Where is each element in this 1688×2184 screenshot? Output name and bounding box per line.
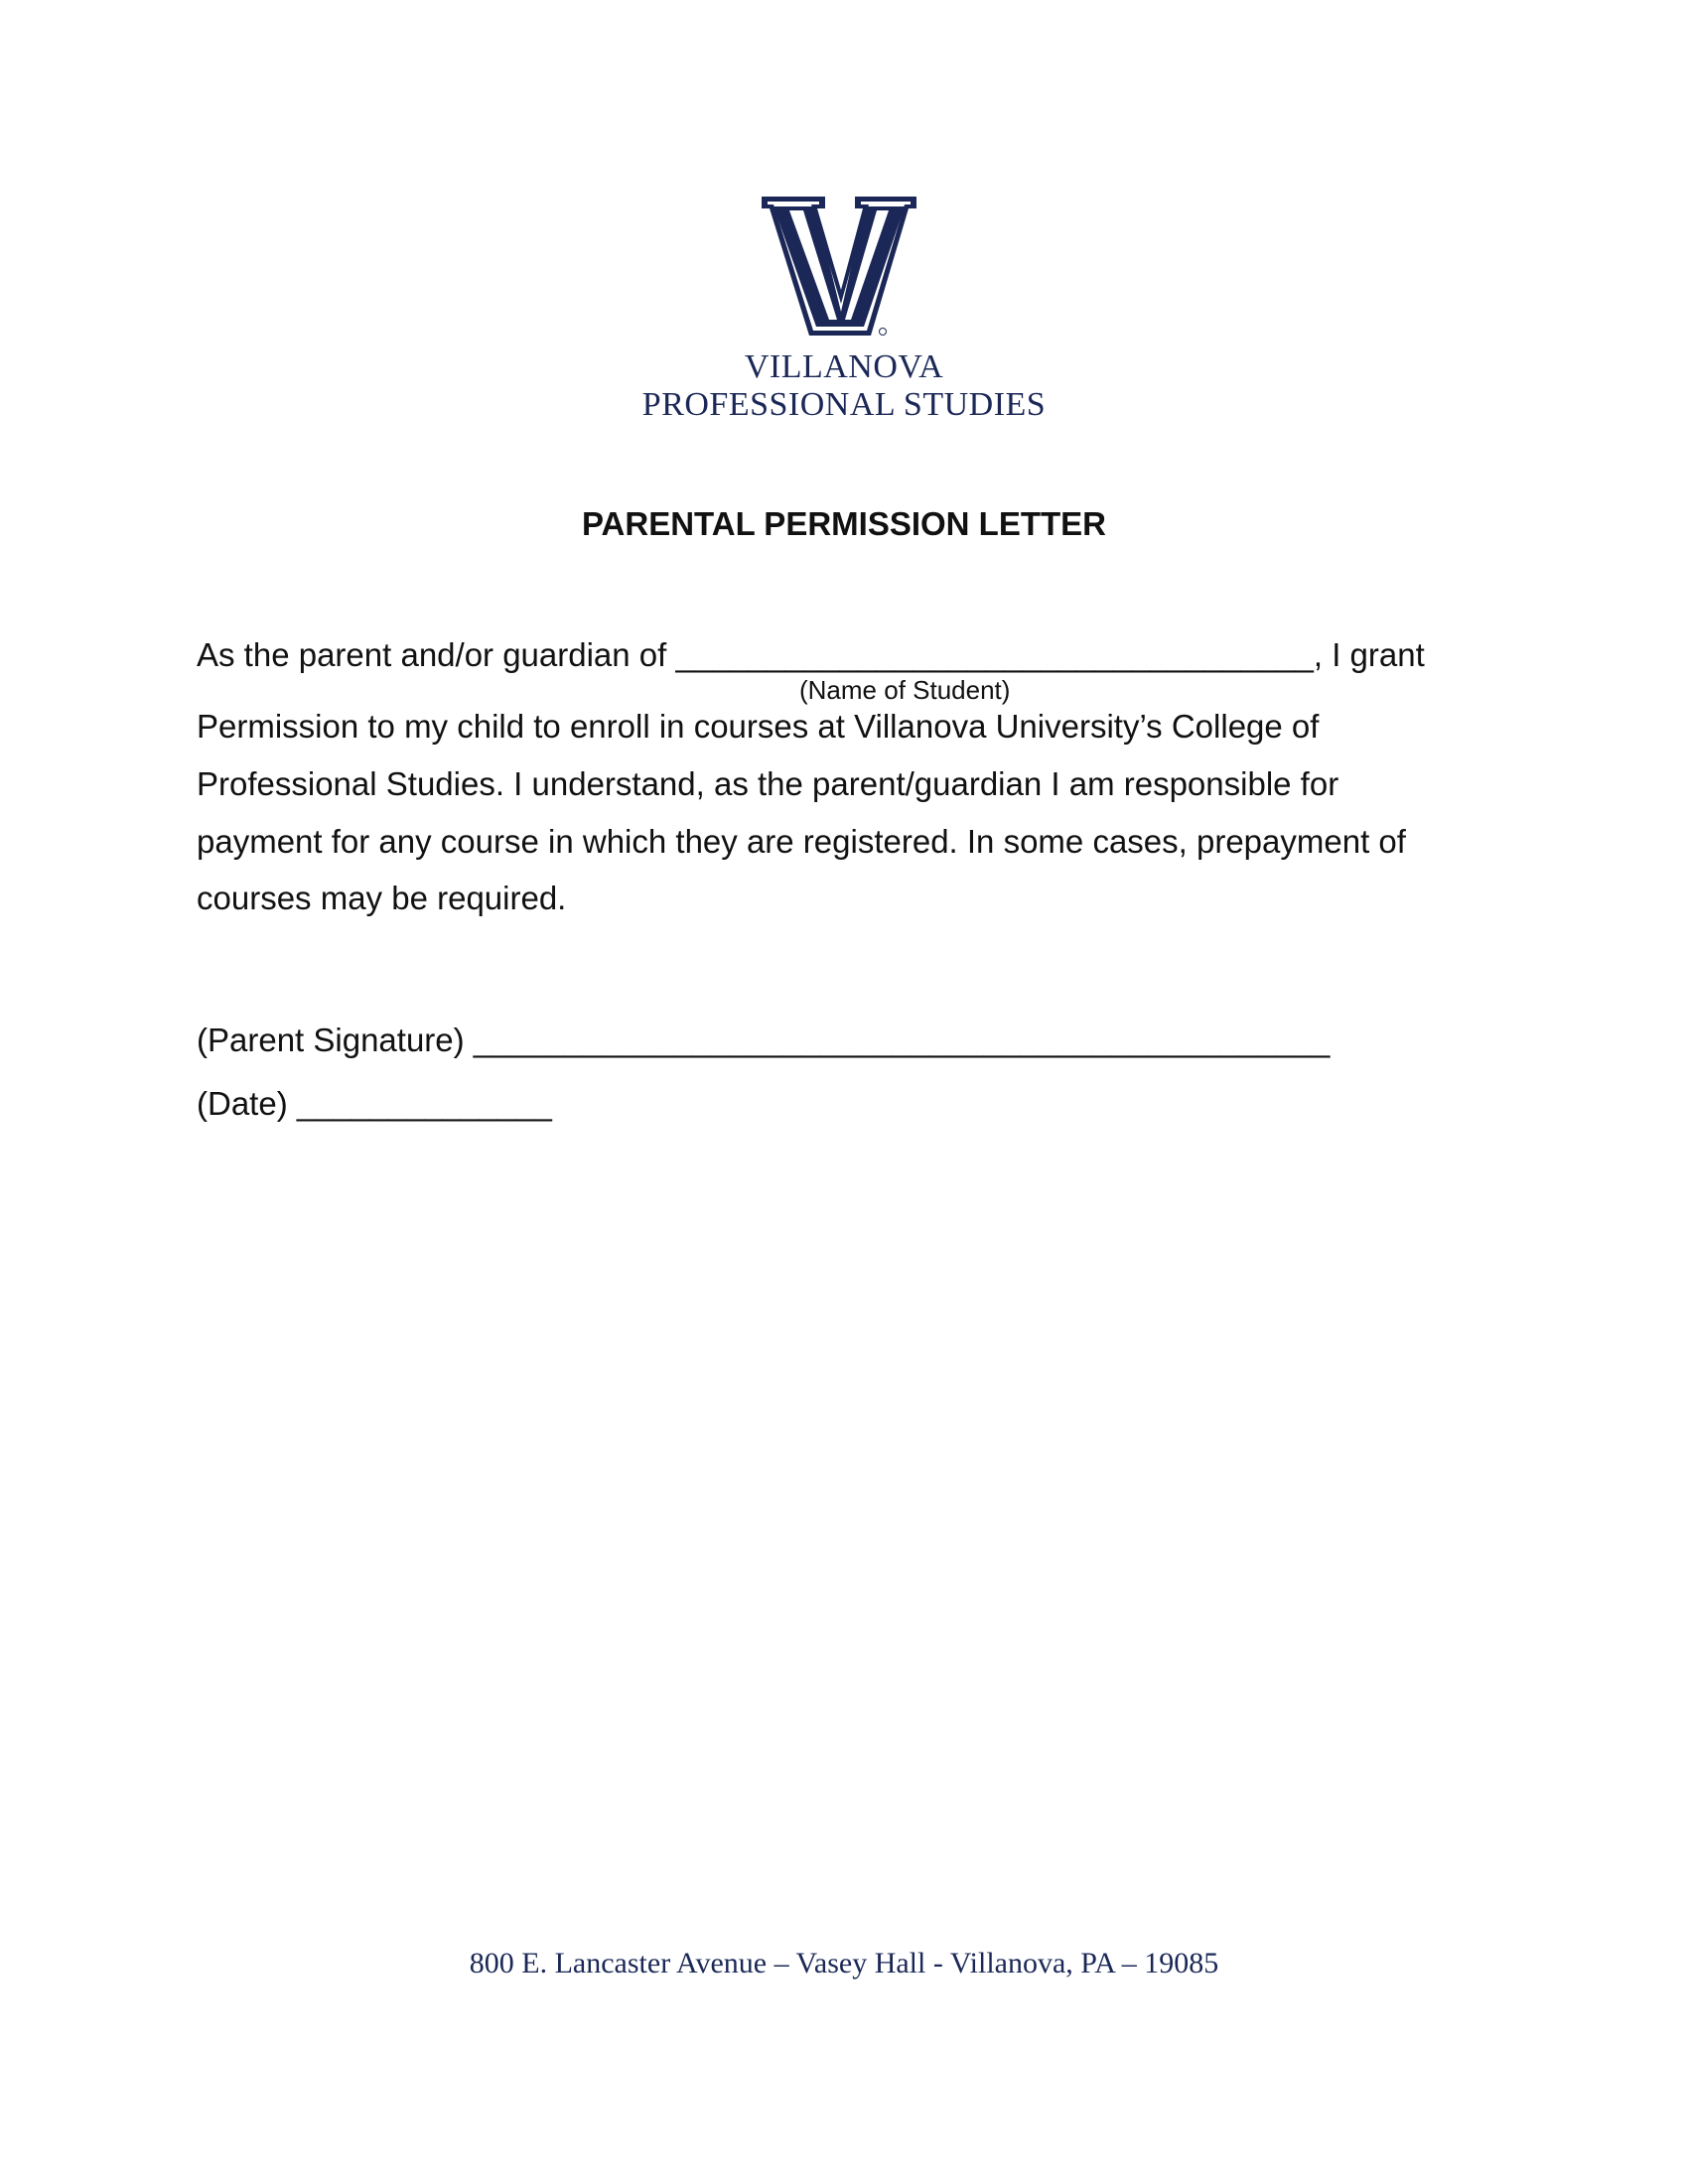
parent-signature-line: (Parent Signature) _______________________________________________ <box>197 1022 1331 1058</box>
villanova-v-logo-icon <box>760 195 918 338</box>
paragraph-line-5: courses may be required. <box>197 880 567 916</box>
logo-wordmark-line2: PROFESSIONAL STUDIES <box>641 386 1047 423</box>
paragraph-line-4: payment for any course in which they are registered. In some cases, prepayment of <box>197 823 1406 860</box>
paragraph-line-1: As the parent and/or guardian of ___________________________________, I grant <box>197 636 1425 673</box>
footer-address: 800 E. Lancaster Avenue – Vasey Hall - Villanova, PA – 19085 <box>469 1947 1219 1979</box>
student-name-caption: (Name of Student) <box>799 675 1011 705</box>
logo-wordmark-line1: VILLANOVA <box>744 348 944 385</box>
paragraph-line-3: Professional Studies. I understand, as the parent/guardian I am responsible for <box>197 765 1339 802</box>
paragraph-line-2: Permission to my child to enroll in courses at Villanova University’s College of <box>197 708 1320 745</box>
date-line: (Date) ______________ <box>197 1085 552 1122</box>
document-title: PARENTAL PERMISSION LETTER <box>581 505 1107 542</box>
